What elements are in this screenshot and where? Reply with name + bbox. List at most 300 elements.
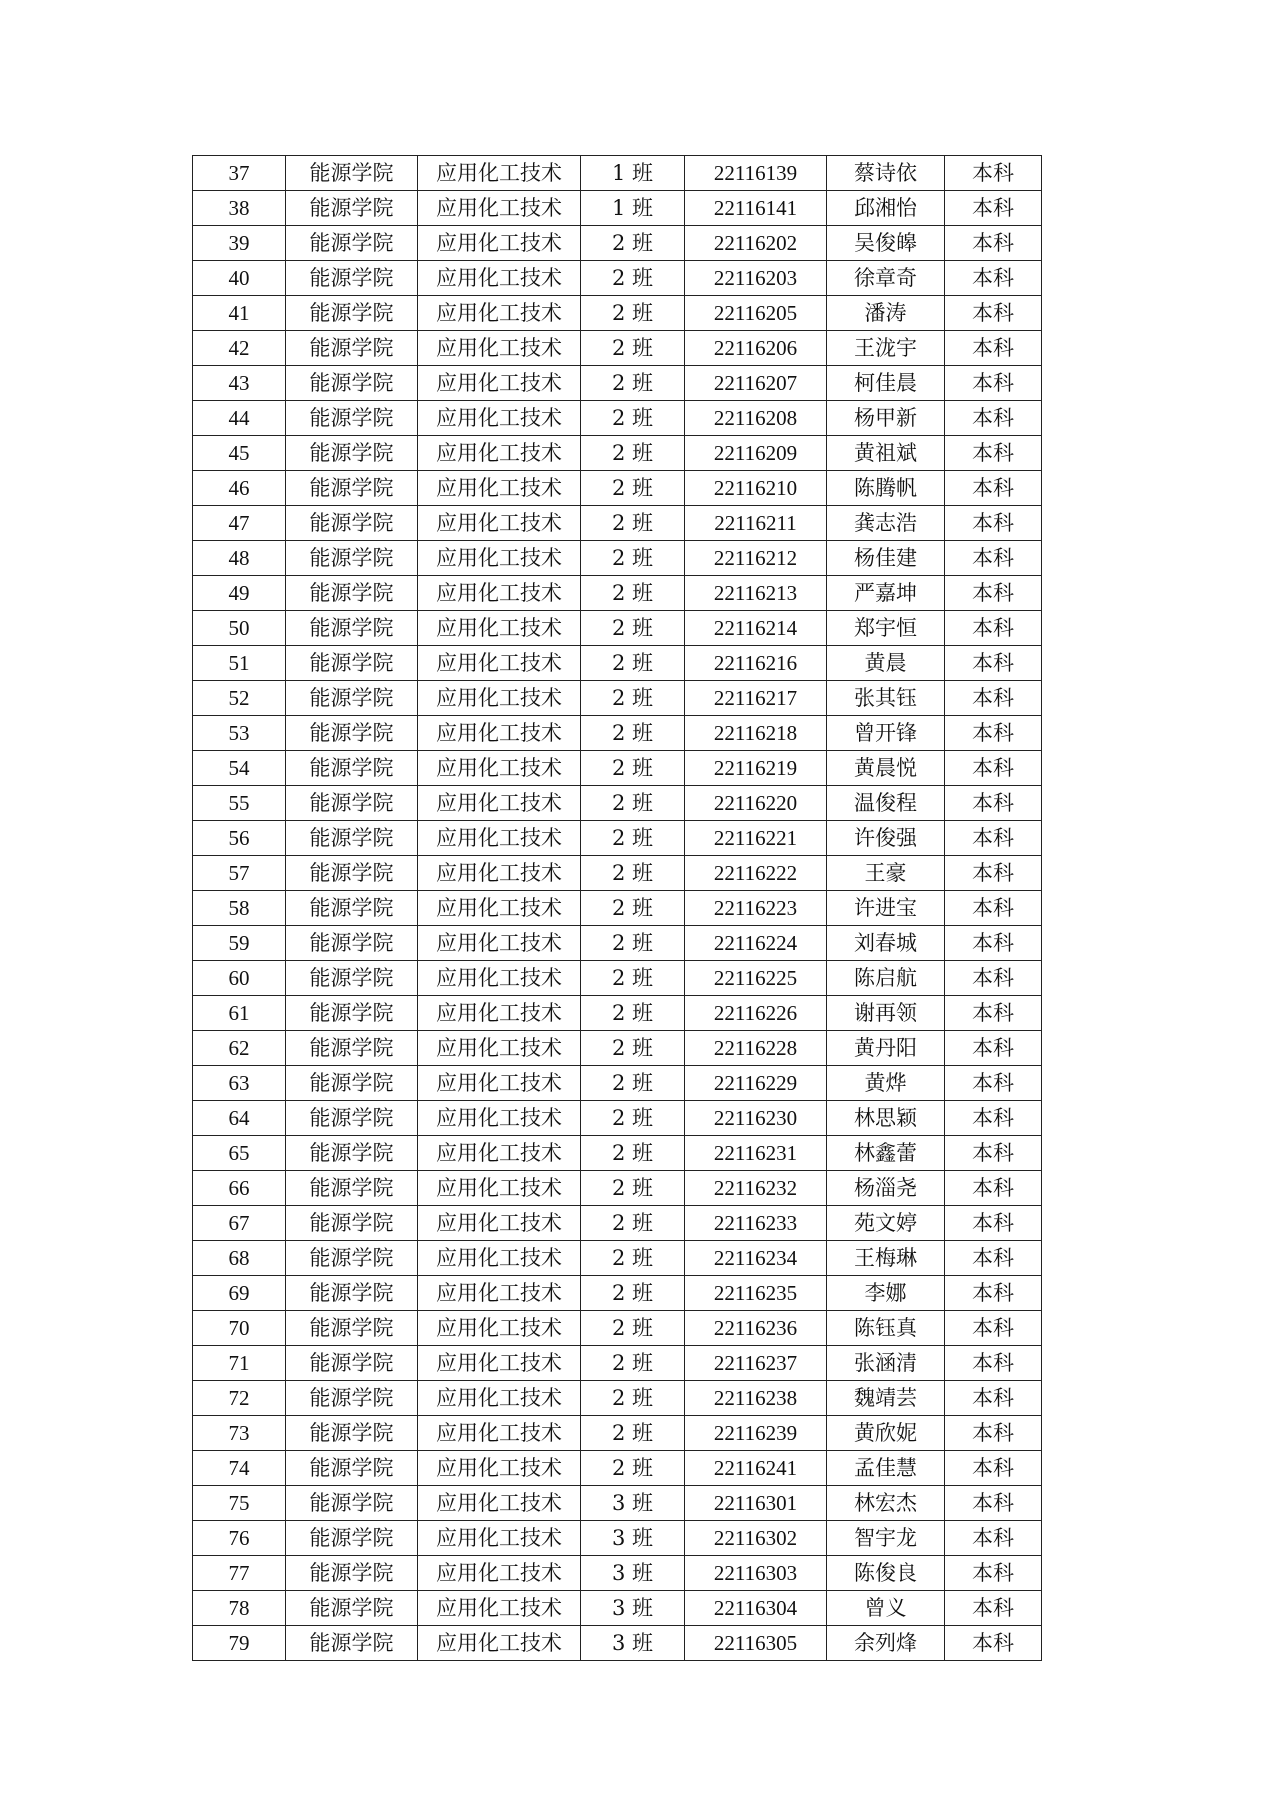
college-cell: 能源学院 — [286, 401, 418, 436]
major-cell: 应用化工技术 — [418, 1241, 581, 1276]
major-cell: 应用化工技术 — [418, 926, 581, 961]
degree-level-cell: 本科 — [945, 1591, 1042, 1626]
row-number: 48 — [193, 541, 286, 576]
table-row — [193, 681, 1042, 716]
major-cell: 应用化工技术 — [418, 821, 581, 856]
class-cell: 2 班 — [581, 1101, 685, 1136]
degree-level-cell: 本科 — [945, 1241, 1042, 1276]
class-cell: 2 班 — [581, 1311, 685, 1346]
student-id-cell: 22116214 — [685, 611, 827, 646]
student-id-cell: 22116141 — [685, 191, 827, 226]
table-row — [193, 541, 1042, 576]
class-cell: 2 班 — [581, 646, 685, 681]
major-cell: 应用化工技术 — [418, 1066, 581, 1101]
class-cell: 2 班 — [581, 611, 685, 646]
degree-level-cell: 本科 — [945, 1171, 1042, 1206]
degree-level-cell: 本科 — [945, 996, 1042, 1031]
major-cell: 应用化工技术 — [418, 786, 581, 821]
degree-level-cell: 本科 — [945, 751, 1042, 786]
row-number: 64 — [193, 1101, 286, 1136]
degree-level-cell: 本科 — [945, 366, 1042, 401]
degree-level-cell: 本科 — [945, 786, 1042, 821]
table-row — [193, 646, 1042, 681]
student-id-cell: 22116218 — [685, 716, 827, 751]
degree-level-cell: 本科 — [945, 1031, 1042, 1066]
college-cell: 能源学院 — [286, 576, 418, 611]
row-number: 52 — [193, 681, 286, 716]
college-cell: 能源学院 — [286, 1486, 418, 1521]
student-id-cell: 22116217 — [685, 681, 827, 716]
college-cell: 能源学院 — [286, 331, 418, 366]
major-cell: 应用化工技术 — [418, 1101, 581, 1136]
table-row — [193, 611, 1042, 646]
table-row — [193, 506, 1042, 541]
student-id-cell: 22116241 — [685, 1451, 827, 1486]
major-cell: 应用化工技术 — [418, 576, 581, 611]
student-id-cell: 22116305 — [685, 1626, 827, 1661]
college-cell: 能源学院 — [286, 926, 418, 961]
college-cell: 能源学院 — [286, 471, 418, 506]
table-row — [193, 856, 1042, 891]
degree-level-cell: 本科 — [945, 1416, 1042, 1451]
student-id-cell: 22116231 — [685, 1136, 827, 1171]
roster-body — [193, 156, 1042, 1661]
student-id-cell: 22116301 — [685, 1486, 827, 1521]
degree-level-cell: 本科 — [945, 891, 1042, 926]
class-cell: 3 班 — [581, 1626, 685, 1661]
major-cell: 应用化工技术 — [418, 751, 581, 786]
degree-level-cell: 本科 — [945, 1556, 1042, 1591]
student-id-cell: 22116230 — [685, 1101, 827, 1136]
table-row — [193, 1346, 1042, 1381]
row-number: 73 — [193, 1416, 286, 1451]
major-cell: 应用化工技术 — [418, 1311, 581, 1346]
row-number: 58 — [193, 891, 286, 926]
degree-level-cell: 本科 — [945, 716, 1042, 751]
student-name-cell: 苑文婷 — [827, 1206, 945, 1241]
class-cell: 2 班 — [581, 296, 685, 331]
major-cell: 应用化工技术 — [418, 1556, 581, 1591]
degree-level-cell: 本科 — [945, 611, 1042, 646]
class-cell: 2 班 — [581, 1451, 685, 1486]
student-name-cell: 柯佳晨 — [827, 366, 945, 401]
college-cell: 能源学院 — [286, 366, 418, 401]
class-cell: 2 班 — [581, 856, 685, 891]
student-id-cell: 22116139 — [685, 156, 827, 191]
major-cell: 应用化工技术 — [418, 1486, 581, 1521]
college-cell: 能源学院 — [286, 1346, 418, 1381]
student-name-cell: 黄欣妮 — [827, 1416, 945, 1451]
row-number: 40 — [193, 261, 286, 296]
college-cell: 能源学院 — [286, 961, 418, 996]
row-number: 61 — [193, 996, 286, 1031]
student-name-cell: 杨淄尧 — [827, 1171, 945, 1206]
class-cell: 2 班 — [581, 1416, 685, 1451]
college-cell: 能源学院 — [286, 1031, 418, 1066]
class-cell: 2 班 — [581, 261, 685, 296]
degree-level-cell: 本科 — [945, 1346, 1042, 1381]
college-cell: 能源学院 — [286, 1206, 418, 1241]
student-name-cell: 蔡诗依 — [827, 156, 945, 191]
table-row — [193, 821, 1042, 856]
college-cell: 能源学院 — [286, 1136, 418, 1171]
class-cell: 3 班 — [581, 1591, 685, 1626]
college-cell: 能源学院 — [286, 1311, 418, 1346]
class-cell: 2 班 — [581, 926, 685, 961]
class-cell: 1 班 — [581, 191, 685, 226]
row-number: 45 — [193, 436, 286, 471]
student-name-cell: 杨佳建 — [827, 541, 945, 576]
table-row — [193, 1556, 1042, 1591]
major-cell: 应用化工技术 — [418, 1346, 581, 1381]
student-name-cell: 智宇龙 — [827, 1521, 945, 1556]
student-name-cell: 龚志浩 — [827, 506, 945, 541]
student-name-cell: 林思颖 — [827, 1101, 945, 1136]
table-row — [193, 156, 1042, 191]
major-cell: 应用化工技术 — [418, 541, 581, 576]
student-name-cell: 许俊强 — [827, 821, 945, 856]
class-cell: 2 班 — [581, 1241, 685, 1276]
row-number: 62 — [193, 1031, 286, 1066]
student-name-cell: 曾义 — [827, 1591, 945, 1626]
major-cell: 应用化工技术 — [418, 891, 581, 926]
student-name-cell: 黄晨悦 — [827, 751, 945, 786]
college-cell: 能源学院 — [286, 1171, 418, 1206]
major-cell: 应用化工技术 — [418, 716, 581, 751]
student-name-cell: 郑宇恒 — [827, 611, 945, 646]
table-row — [193, 751, 1042, 786]
major-cell: 应用化工技术 — [418, 296, 581, 331]
degree-level-cell: 本科 — [945, 1451, 1042, 1486]
student-name-cell: 陈腾帆 — [827, 471, 945, 506]
college-cell: 能源学院 — [286, 996, 418, 1031]
student-name-cell: 张其钰 — [827, 681, 945, 716]
table-row — [193, 961, 1042, 996]
student-id-cell: 22116212 — [685, 541, 827, 576]
row-number: 65 — [193, 1136, 286, 1171]
class-cell: 2 班 — [581, 1066, 685, 1101]
class-cell: 2 班 — [581, 401, 685, 436]
student-name-cell: 王梅琳 — [827, 1241, 945, 1276]
row-number: 70 — [193, 1311, 286, 1346]
row-number: 68 — [193, 1241, 286, 1276]
degree-level-cell: 本科 — [945, 436, 1042, 471]
college-cell: 能源学院 — [286, 891, 418, 926]
major-cell: 应用化工技术 — [418, 436, 581, 471]
class-cell: 2 班 — [581, 226, 685, 261]
major-cell: 应用化工技术 — [418, 261, 581, 296]
degree-level-cell: 本科 — [945, 506, 1042, 541]
row-number: 79 — [193, 1626, 286, 1661]
student-name-cell: 黄祖斌 — [827, 436, 945, 471]
student-name-cell: 余列烽 — [827, 1626, 945, 1661]
row-number: 71 — [193, 1346, 286, 1381]
table-row — [193, 436, 1042, 471]
class-cell: 2 班 — [581, 1206, 685, 1241]
table-row — [193, 1276, 1042, 1311]
degree-level-cell: 本科 — [945, 1311, 1042, 1346]
table-row — [193, 1486, 1042, 1521]
class-cell: 2 班 — [581, 506, 685, 541]
student-id-cell: 22116302 — [685, 1521, 827, 1556]
college-cell: 能源学院 — [286, 821, 418, 856]
row-number: 75 — [193, 1486, 286, 1521]
student-id-cell: 22116228 — [685, 1031, 827, 1066]
student-id-cell: 22116222 — [685, 856, 827, 891]
degree-level-cell: 本科 — [945, 961, 1042, 996]
student-name-cell: 林鑫蕾 — [827, 1136, 945, 1171]
college-cell: 能源学院 — [286, 1521, 418, 1556]
row-number: 42 — [193, 331, 286, 366]
student-name-cell: 林宏杰 — [827, 1486, 945, 1521]
row-number: 46 — [193, 471, 286, 506]
student-id-cell: 22116208 — [685, 401, 827, 436]
row-number: 74 — [193, 1451, 286, 1486]
degree-level-cell: 本科 — [945, 471, 1042, 506]
class-cell: 2 班 — [581, 366, 685, 401]
student-name-cell: 许进宝 — [827, 891, 945, 926]
major-cell: 应用化工技术 — [418, 191, 581, 226]
degree-level-cell: 本科 — [945, 401, 1042, 436]
student-id-cell: 22116219 — [685, 751, 827, 786]
table-row — [193, 1416, 1042, 1451]
degree-level-cell: 本科 — [945, 226, 1042, 261]
student-id-cell: 22116238 — [685, 1381, 827, 1416]
student-id-cell: 22116206 — [685, 331, 827, 366]
class-cell: 2 班 — [581, 961, 685, 996]
table-row — [193, 891, 1042, 926]
degree-level-cell: 本科 — [945, 296, 1042, 331]
class-cell: 2 班 — [581, 891, 685, 926]
student-name-cell: 严嘉坤 — [827, 576, 945, 611]
major-cell: 应用化工技术 — [418, 366, 581, 401]
student-id-cell: 22116207 — [685, 366, 827, 401]
row-number: 69 — [193, 1276, 286, 1311]
class-cell: 2 班 — [581, 436, 685, 471]
college-cell: 能源学院 — [286, 226, 418, 261]
college-cell: 能源学院 — [286, 1241, 418, 1276]
college-cell: 能源学院 — [286, 1381, 418, 1416]
student-name-cell: 温俊程 — [827, 786, 945, 821]
college-cell: 能源学院 — [286, 191, 418, 226]
student-name-cell: 潘涛 — [827, 296, 945, 331]
table-row — [193, 1101, 1042, 1136]
college-cell: 能源学院 — [286, 1451, 418, 1486]
row-number: 37 — [193, 156, 286, 191]
degree-level-cell: 本科 — [945, 1626, 1042, 1661]
college-cell: 能源学院 — [286, 786, 418, 821]
student-id-cell: 22116234 — [685, 1241, 827, 1276]
college-cell: 能源学院 — [286, 1591, 418, 1626]
class-cell: 2 班 — [581, 751, 685, 786]
row-number: 47 — [193, 506, 286, 541]
table-row — [193, 1521, 1042, 1556]
table-row — [193, 1381, 1042, 1416]
student-id-cell: 22116209 — [685, 436, 827, 471]
major-cell: 应用化工技术 — [418, 681, 581, 716]
student-id-cell: 22116232 — [685, 1171, 827, 1206]
row-number: 60 — [193, 961, 286, 996]
major-cell: 应用化工技术 — [418, 1451, 581, 1486]
college-cell: 能源学院 — [286, 646, 418, 681]
row-number: 50 — [193, 611, 286, 646]
table-row — [193, 926, 1042, 961]
student-id-cell: 22116304 — [685, 1591, 827, 1626]
student-id-cell: 22116220 — [685, 786, 827, 821]
degree-level-cell: 本科 — [945, 926, 1042, 961]
row-number: 76 — [193, 1521, 286, 1556]
student-name-cell: 邱湘怡 — [827, 191, 945, 226]
major-cell: 应用化工技术 — [418, 1591, 581, 1626]
student-name-cell: 陈俊良 — [827, 1556, 945, 1591]
row-number: 49 — [193, 576, 286, 611]
student-name-cell: 王豪 — [827, 856, 945, 891]
degree-level-cell: 本科 — [945, 1486, 1042, 1521]
degree-level-cell: 本科 — [945, 261, 1042, 296]
class-cell: 2 班 — [581, 1171, 685, 1206]
major-cell: 应用化工技术 — [418, 226, 581, 261]
table-row — [193, 401, 1042, 436]
major-cell: 应用化工技术 — [418, 1521, 581, 1556]
major-cell: 应用化工技术 — [418, 1031, 581, 1066]
table-row — [193, 1311, 1042, 1346]
class-cell: 2 班 — [581, 821, 685, 856]
class-cell: 2 班 — [581, 1276, 685, 1311]
college-cell: 能源学院 — [286, 436, 418, 471]
table-row — [193, 716, 1042, 751]
row-number: 39 — [193, 226, 286, 261]
major-cell: 应用化工技术 — [418, 331, 581, 366]
row-number: 63 — [193, 1066, 286, 1101]
class-cell: 2 班 — [581, 576, 685, 611]
table-row — [193, 1241, 1042, 1276]
college-cell: 能源学院 — [286, 156, 418, 191]
college-cell: 能源学院 — [286, 1416, 418, 1451]
row-number: 51 — [193, 646, 286, 681]
degree-level-cell: 本科 — [945, 1066, 1042, 1101]
class-cell: 3 班 — [581, 1521, 685, 1556]
student-name-cell: 孟佳慧 — [827, 1451, 945, 1486]
row-number: 67 — [193, 1206, 286, 1241]
class-cell: 2 班 — [581, 1346, 685, 1381]
major-cell: 应用化工技术 — [418, 961, 581, 996]
table-row — [193, 226, 1042, 261]
degree-level-cell: 本科 — [945, 681, 1042, 716]
student-name-cell: 黄烨 — [827, 1066, 945, 1101]
degree-level-cell: 本科 — [945, 191, 1042, 226]
college-cell: 能源学院 — [286, 751, 418, 786]
table-row — [193, 1626, 1042, 1661]
class-cell: 2 班 — [581, 786, 685, 821]
college-cell: 能源学院 — [286, 716, 418, 751]
student-name-cell: 吴俊皞 — [827, 226, 945, 261]
major-cell: 应用化工技术 — [418, 646, 581, 681]
student-id-cell: 22116233 — [685, 1206, 827, 1241]
degree-level-cell: 本科 — [945, 156, 1042, 191]
college-cell: 能源学院 — [286, 296, 418, 331]
row-number: 56 — [193, 821, 286, 856]
student-name-cell: 黄丹阳 — [827, 1031, 945, 1066]
student-name-cell: 曾开锋 — [827, 716, 945, 751]
row-number: 38 — [193, 191, 286, 226]
student-id-cell: 22116229 — [685, 1066, 827, 1101]
student-id-cell: 22116224 — [685, 926, 827, 961]
major-cell: 应用化工技术 — [418, 156, 581, 191]
class-cell: 2 班 — [581, 716, 685, 751]
row-number: 78 — [193, 1591, 286, 1626]
class-cell: 2 班 — [581, 996, 685, 1031]
major-cell: 应用化工技术 — [418, 506, 581, 541]
degree-level-cell: 本科 — [945, 331, 1042, 366]
degree-level-cell: 本科 — [945, 1521, 1042, 1556]
degree-level-cell: 本科 — [945, 576, 1042, 611]
table-row — [193, 296, 1042, 331]
student-id-cell: 22116203 — [685, 261, 827, 296]
class-cell: 1 班 — [581, 156, 685, 191]
table-row — [193, 261, 1042, 296]
student-name-cell: 张涵清 — [827, 1346, 945, 1381]
class-cell: 2 班 — [581, 331, 685, 366]
college-cell: 能源学院 — [286, 541, 418, 576]
table-row — [193, 366, 1042, 401]
college-cell: 能源学院 — [286, 1101, 418, 1136]
table-row — [193, 191, 1042, 226]
degree-level-cell: 本科 — [945, 541, 1042, 576]
student-id-cell: 22116211 — [685, 506, 827, 541]
table-row — [193, 1451, 1042, 1486]
table-row — [193, 1066, 1042, 1101]
row-number: 55 — [193, 786, 286, 821]
major-cell: 应用化工技术 — [418, 996, 581, 1031]
student-name-cell: 王泷宇 — [827, 331, 945, 366]
major-cell: 应用化工技术 — [418, 1416, 581, 1451]
table-row — [193, 471, 1042, 506]
major-cell: 应用化工技术 — [418, 856, 581, 891]
table-row — [193, 576, 1042, 611]
degree-level-cell: 本科 — [945, 646, 1042, 681]
major-cell: 应用化工技术 — [418, 471, 581, 506]
student-name-cell: 李娜 — [827, 1276, 945, 1311]
student-id-cell: 22116303 — [685, 1556, 827, 1591]
student-id-cell: 22116221 — [685, 821, 827, 856]
student-name-cell: 刘春城 — [827, 926, 945, 961]
row-number: 59 — [193, 926, 286, 961]
student-name-cell: 谢再领 — [827, 996, 945, 1031]
degree-level-cell: 本科 — [945, 1101, 1042, 1136]
major-cell: 应用化工技术 — [418, 1626, 581, 1661]
student-roster-table — [192, 155, 1042, 1661]
major-cell: 应用化工技术 — [418, 1381, 581, 1416]
table-row — [193, 786, 1042, 821]
student-id-cell: 22116237 — [685, 1346, 827, 1381]
degree-level-cell: 本科 — [945, 1381, 1042, 1416]
class-cell: 2 班 — [581, 1031, 685, 1066]
student-id-cell: 22116226 — [685, 996, 827, 1031]
row-number: 77 — [193, 1556, 286, 1591]
class-cell: 2 班 — [581, 471, 685, 506]
class-cell: 2 班 — [581, 1136, 685, 1171]
table-row — [193, 1136, 1042, 1171]
student-name-cell: 徐章奇 — [827, 261, 945, 296]
table-row — [193, 1031, 1042, 1066]
class-cell: 3 班 — [581, 1556, 685, 1591]
degree-level-cell: 本科 — [945, 1206, 1042, 1241]
student-name-cell: 魏靖芸 — [827, 1381, 945, 1416]
college-cell: 能源学院 — [286, 506, 418, 541]
degree-level-cell: 本科 — [945, 1276, 1042, 1311]
table-row — [193, 1171, 1042, 1206]
table-row — [193, 1206, 1042, 1241]
